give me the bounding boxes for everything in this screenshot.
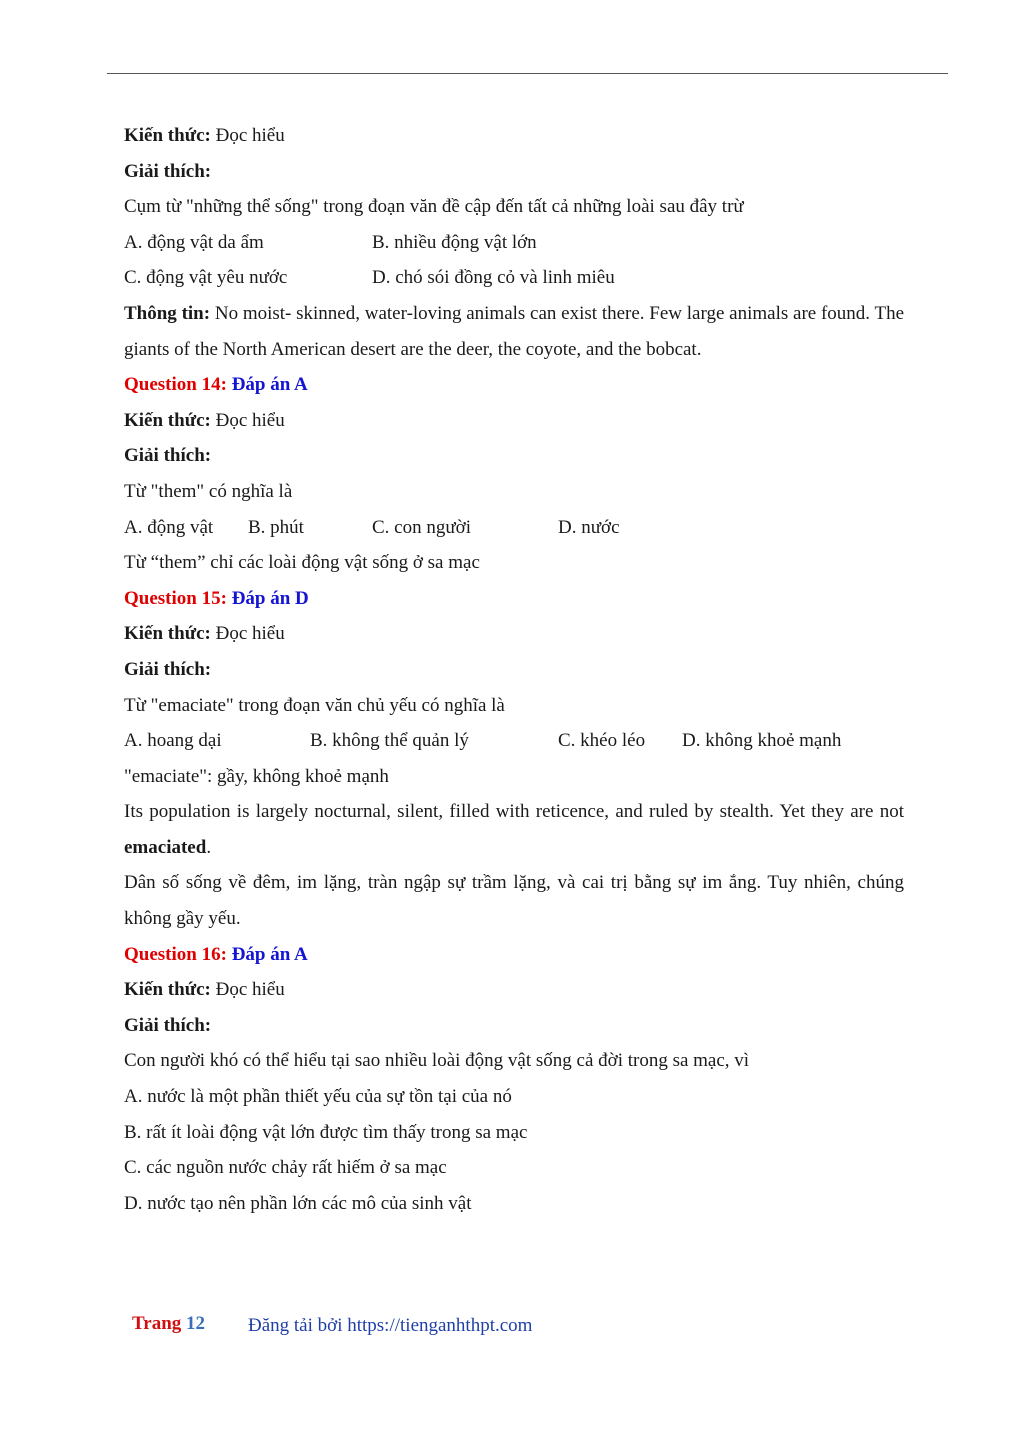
- q15-heading: Question 15: Đáp án D: [124, 587, 309, 609]
- q13-knowledge: Kiến thức: Đọc hiểu: [124, 125, 285, 146]
- upload-credit-link[interactable]: Đăng tải bởi https://tienganhthpt.com: [248, 1315, 533, 1336]
- q14-heading: Question 14: Đáp án A: [124, 374, 308, 396]
- q16-heading: Question 16: Đáp án A: [124, 943, 308, 965]
- document-body: [124, 118, 904, 1221]
- q14-explain-label: Giải thích:: [124, 445, 212, 467]
- q15-option-b: B. không thể quản lý: [310, 730, 469, 752]
- q16-option-d: D. nước tạo nên phần lớn các mô của sinh vật: [124, 1192, 472, 1214]
- q13-option-b: B. nhiều động vật lớn: [372, 231, 537, 253]
- q16-explain-label: Giải thích:: [124, 1014, 212, 1036]
- q13-explain-label: Giải thích:: [124, 160, 212, 182]
- q15-option-c: C. khéo léo: [558, 730, 646, 752]
- q15-knowledge: Kiến thức: Đọc hiểu: [124, 623, 285, 645]
- q16-question: Con người khó có thể hiểu tại sao nhiều loài động vật sống cả đời trong sa mạc, vì: [124, 1050, 750, 1072]
- q14-note: Từ “them” chỉ các loài động vật sống ở sa mạc: [124, 552, 480, 574]
- q15-question: Từ "emaciate" trong đoạn văn chủ yếu có nghĩa là: [124, 694, 505, 716]
- q14-options: [124, 510, 904, 546]
- page-number: 12: [186, 1313, 206, 1334]
- q16-knowledge: Kiến thức: Đọc hiểu: [124, 979, 285, 1001]
- q14-option-d: D. nước: [558, 516, 620, 538]
- page-footer: [132, 1313, 533, 1336]
- q13-info: Thông tin: No moist- skinned, water-loving animals can exist there. Few large animals are found. The giants of the North American desert are the deer, the coyote, and the bobcat.: [124, 302, 905, 360]
- q13-options-row2: [124, 260, 904, 296]
- q15-definition: "emaciate": gầy, không khoẻ mạnh: [124, 765, 389, 787]
- q15-options: [124, 723, 904, 759]
- q16-option-c: C. các nguồn nước chảy rất hiếm ở sa mạc: [124, 1157, 447, 1179]
- q15-explain-label: Giải thích:: [124, 658, 212, 680]
- q14-option-c: C. con người: [372, 516, 471, 538]
- q14-knowledge: Kiến thức: Đọc hiểu: [124, 409, 285, 431]
- q13-option-c: C. động vật yêu nước: [124, 267, 288, 289]
- q15-option-a: A. hoang dại: [124, 730, 222, 752]
- q13-option-a: A. động vật da ẩm: [124, 231, 264, 253]
- q13-question: Cụm từ "những thể sống" trong đoạn văn đề cập đến tất cả những loài sau đây trừ: [124, 196, 744, 218]
- page-label: Trang: [132, 1313, 182, 1334]
- q13-option-d: D. chó sói đồng cỏ và linh miêu: [372, 267, 615, 289]
- q16-option-a: A. nước là một phần thiết yếu của sự tồn tại của nó: [124, 1086, 512, 1108]
- q15-quote: Its population is largely nocturnal, silent, filled with reticence, and ruled by stealth. Yet they are not emaciated.: [124, 801, 904, 858]
- q15-option-d: D. không khoẻ mạnh: [682, 730, 842, 752]
- q13-options-row1: [124, 225, 904, 261]
- q15-translation: Dân số sống về đêm, im lặng, tràn ngập sự trầm lặng, và cai trị bằng sự im ắng. Tuy nhiên, chúng không gầy yếu.: [124, 872, 904, 930]
- header-rule: [107, 73, 948, 74]
- q16-option-b: B. rất ít loài động vật lớn được tìm thấy trong sa mạc: [124, 1121, 528, 1143]
- q14-question: Từ "them" có nghĩa là: [124, 480, 293, 502]
- q14-option-b: B. phút: [248, 516, 304, 538]
- q14-option-a: A. động vật: [124, 516, 214, 538]
